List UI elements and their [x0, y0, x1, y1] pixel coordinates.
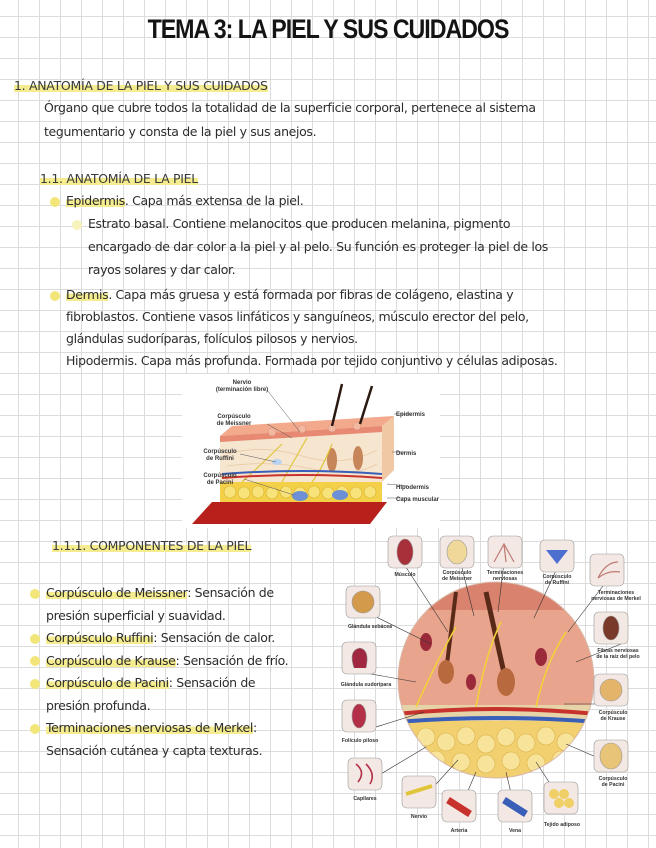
label-hipodermis: Hipodermis [396, 485, 430, 491]
estrato-text-2: encargado de dar color a la piel y al pelo. Su función es proteger la piel de los [88, 239, 548, 254]
bullet-icon [30, 679, 40, 689]
estrato-term: Estrato basal [88, 216, 166, 231]
label-nervio: Nervio [410, 814, 428, 820]
label-terminacion-libre: (terminación libre) [215, 387, 269, 393]
section-1-line-2: tegumentario y consta de la piel y sus anejos. [44, 124, 317, 139]
skin-components-diagram [336, 532, 648, 844]
label-meissner-1: Corpúsculo [442, 570, 472, 576]
component-term: Corpúsculo de Meissner [46, 585, 188, 600]
epidermis-item [50, 189, 303, 212]
list-item [30, 582, 330, 605]
component-text: : Sensación de calor. [153, 630, 275, 645]
list-item [30, 650, 330, 673]
label-pacini-1: Corpúsculo [203, 473, 237, 479]
label-fibras-1: Fibras nerviosas [597, 648, 639, 654]
component-term: Terminaciones nerviosas de Merkel [46, 720, 253, 735]
dermis-text-2: fibroblastos. Contiene vasos linfáticos y sanguíneos, músculo erector del pelo, [66, 309, 529, 324]
estrato-text-1: . Contiene melanocitos que producen melanina, pigmento [165, 216, 511, 231]
epidermis-text: . Capa más extensa de la piel. [124, 193, 304, 208]
component-text: : Sensación de [168, 675, 256, 690]
component-term: Corpúsculo de Pacini [46, 675, 169, 690]
label-krause-2: de Krause [600, 716, 626, 722]
dermis-text-3: glándulas sudoríparas, folículos pilosos y nervios. [66, 331, 358, 346]
list-item-cont: presión profunda. [46, 697, 151, 713]
label-merkel-1: Terminaciones [597, 590, 635, 596]
label-arteria: Arteria [450, 828, 468, 834]
components-list [30, 582, 330, 762]
bullet-icon [30, 634, 40, 644]
label-meissner-2: de Meissner [216, 421, 252, 427]
dermis-text-1: . Capa más gruesa y está formada por fibras de colágeno, elastina y [108, 287, 514, 302]
label-vena: Vena [508, 828, 522, 834]
skin-layers-diagram [182, 374, 440, 528]
label-foliculo-piloso: Folículo piloso [341, 738, 379, 744]
dermis-term: Dermis [66, 287, 109, 302]
list-item [30, 627, 330, 650]
label-tejido-adiposo: Tejido adiposo [543, 822, 581, 828]
label-merkel-2: nerviosas de Merkel [591, 596, 641, 602]
dermis-item [50, 283, 513, 306]
label-capa-muscular: Capa muscular [396, 497, 440, 503]
label-pacini-1: Corpúsculo [598, 776, 628, 782]
component-term: Corpúsculo Ruffini [46, 630, 154, 645]
list-item [30, 717, 330, 740]
label-ruffini-1: Corpúsculo [542, 574, 572, 580]
list-item-cont: Sensación cutánea y capta texturas. [46, 742, 263, 758]
bullet-icon [72, 220, 82, 230]
label-ruffini-1: Corpúsculo [203, 449, 237, 455]
section-111-heading-text: 1.1.1. COMPONENTES DE LA PIEL [52, 538, 252, 553]
list-item [30, 672, 330, 695]
label-ruffini-2: de Ruffini [206, 456, 234, 462]
page-title: TEMA 3: LA PIEL Y SUS CUIDADOS [147, 14, 509, 44]
label-terminaciones-1: Terminaciones [486, 570, 524, 576]
bullet-icon [30, 656, 40, 666]
label-fibras-2: de la raíz del pelo [596, 654, 640, 660]
label-krause-1: Corpúsculo [598, 710, 628, 716]
component-text: : [253, 720, 257, 735]
section-11-heading-text: 1.1. ANATOMÍA DE LA PIEL [40, 171, 198, 186]
component-term: Corpúsculo de Krause [46, 652, 176, 668]
bullet-icon [50, 197, 60, 207]
label-epidermis: Epidermis [396, 412, 426, 418]
section-1-line-1: Órgano que cubre todos la totalidad de la superficie corporal, pertenece al sistema [44, 100, 536, 115]
label-glandula-sebacea: Glándula sebácea [347, 624, 393, 630]
component-text: : Sensación de [187, 585, 274, 600]
label-pacini-2: de Pacini [206, 480, 234, 486]
label-nervio: Nervio [232, 380, 252, 386]
estrato-item [72, 212, 510, 235]
label-capilares: Capilares [353, 796, 377, 802]
label-ruffini-2: de Ruffini [545, 580, 569, 586]
component-text: : Sensación de frío. [175, 652, 289, 668]
label-glandula-sudoripara: Glándula sudorípara [340, 682, 392, 688]
hipodermis-text: Hipodermis. Capa más profunda. Formada por tejido conjuntivo y células adiposas. [66, 353, 558, 368]
label-pacini-2: de Pacini [601, 782, 625, 788]
section-11-heading [40, 171, 198, 186]
section-1-heading-text: 1. ANATOMÍA DE LA PIEL Y SUS CUIDADOS [14, 78, 268, 93]
label-meissner-1: Corpúsculo [217, 414, 251, 420]
bullet-icon [30, 589, 40, 599]
list-item-cont: presión superficial y suavidad. [46, 607, 226, 623]
label-musculo: Músculo [394, 572, 416, 578]
estrato-text-3: rayos solares y dar calor. [88, 262, 236, 277]
epidermis-term: Epidermis [66, 193, 125, 208]
section-1-heading [14, 78, 268, 93]
section-111-heading [52, 538, 251, 553]
bullet-icon [50, 291, 60, 301]
label-dermis: Dermis [396, 451, 417, 457]
bullet-icon [30, 724, 40, 734]
label-terminaciones-2: nerviosas [492, 576, 518, 582]
label-meissner-2: de Meissner [442, 576, 472, 582]
